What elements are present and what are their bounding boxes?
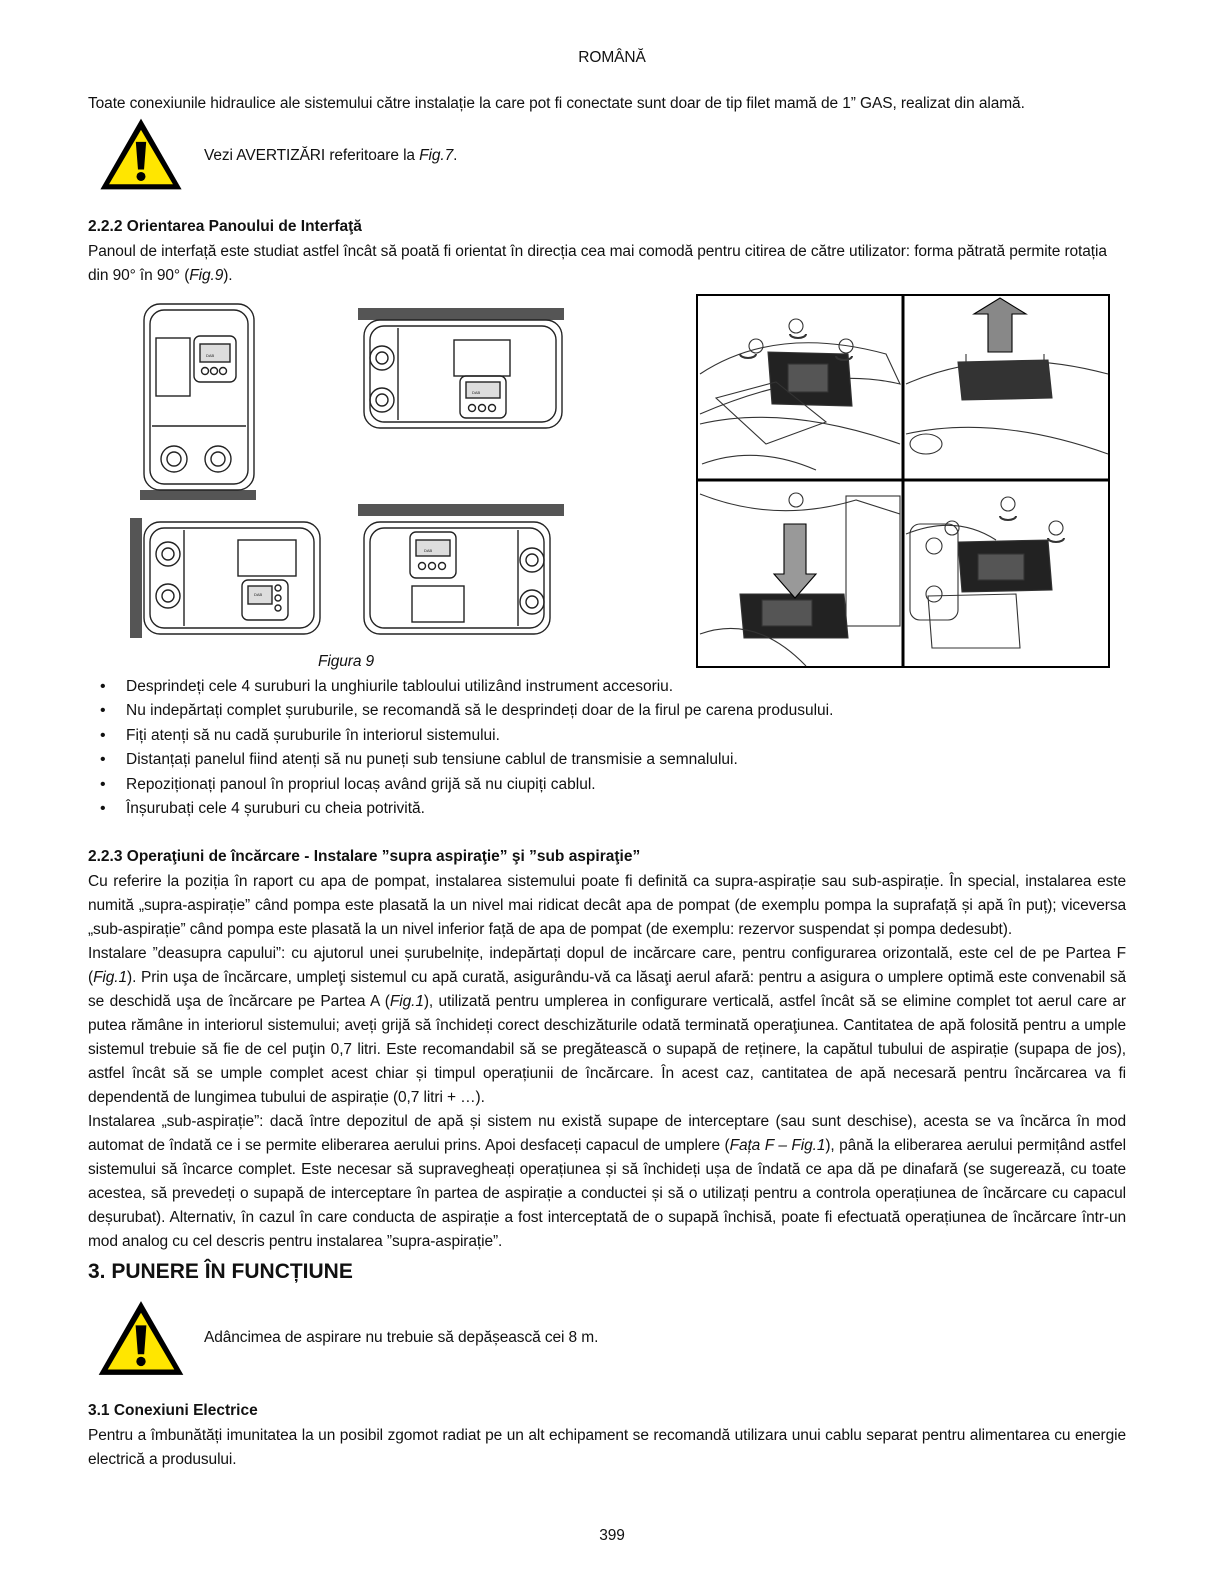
figure-reference: Fig.1 xyxy=(389,993,424,1010)
section-body-2-2-2: Panoul de interfață este studiat astfel încât să poată fi orientat în direcția cea mai comodă pentru citirea de către utilizator: forma pătrată permite rotația din 90° în 90° (Fig.9). xyxy=(88,243,1107,284)
warning-icon xyxy=(96,1298,186,1378)
figure-reference: Fig.1 xyxy=(93,969,128,986)
list-item: • Nu indepărtați complet șuruburile, se recomandă să le desprindeți doar de la firul pe carena produsului. xyxy=(88,699,1128,723)
list-item: • Distanțați panelul fiind atenți să nu puneți sub tensiune cablul de transmisie a semnalului. xyxy=(88,748,1128,772)
section-title-3-1: 3.1 Conexiuni Electrice xyxy=(88,1402,258,1419)
section-body-3-1: Pentru a îmbunătăți imunitatea la un posibil zgomot radiat pe un alt echipament se recomandă utilizara unui cablu separat pentru alimentarea cu energie electrică a produsului. xyxy=(88,1427,1126,1468)
list-item: • Înșurubați cele 4 șuruburi cu cheia potrivită. xyxy=(88,797,1128,821)
list-item: • Repoziționați panoul în propriul locaș având grijă să nu ciupiți cablul. xyxy=(88,773,1128,797)
panel-orientation-diagram xyxy=(122,296,572,642)
list-item: • Fiți atenți să nu cadă șuruburile în interiorul sistemului. xyxy=(88,724,1128,748)
figure-reference: Fig.7 xyxy=(419,147,454,164)
warning-text-fig7: Vezi AVERTIZĂRI referitoare la Fig.7. xyxy=(204,147,458,164)
page-header-language: ROMÂNĂ xyxy=(578,49,646,66)
figure-reference: Fig.9 xyxy=(189,267,224,284)
instruction-list xyxy=(88,675,1128,821)
figure-reference: Fața F – Fig.1 xyxy=(729,1137,826,1154)
panel-removal-steps-diagram xyxy=(696,294,1110,668)
lcd-label: DAB xyxy=(206,353,215,358)
list-item: • Desprindeți cele 4 suruburi la unghiurile tabloului utilizând instrument accesoriu. xyxy=(88,675,1128,699)
warning-icon xyxy=(96,116,186,192)
section-title-2-2-3: 2.2.3 Operaţiuni de încărcare - Instalare ”supra aspiraţie” şi ”sub aspiraţie” xyxy=(88,848,641,865)
section-title-2-2-2: 2.2.2 Orientarea Panoului de Interfaţă xyxy=(88,218,362,235)
lcd-label: DAB xyxy=(254,592,263,597)
section-body-2-2-3 xyxy=(88,870,1126,1254)
intro-paragraph: Toate conexiunile hidraulice ale sistemului către instalație la care pot fi conectate sunt doar de tip filet mamă de 1” GAS, realizat din alamă. xyxy=(88,95,1025,112)
warning-text-depth: Adâncimea de aspirare nu trebuie să depășească cei 8 m. xyxy=(204,1329,599,1346)
page-number: 399 xyxy=(599,1527,625,1544)
lcd-label: DAB xyxy=(424,548,433,553)
paragraph: Cu referire la poziția în raport cu apa de pompat, instalarea sistemului poate fi definită ca supra-aspirație sau sub-aspirație. În special, instalarea este numită „supra-aspirație” când pompa este plasată la un nivel mai ridicat decât apa de pompat (de exemplu pompa la suprafață și apă în puț); viceversa „sub-aspirație” când pompa este plasată la un nivel inferior față de apa de pompat (de exemplu: rezervor suspendat și pompa dedesubt). xyxy=(88,873,1126,938)
paragraph: Instalarea „sub-aspirație”: dacă între depozitul de apă și sistem nu există supape de interceptare (sau sunt deschise), acesta se va încărca în mod automat de îndată ce i se permite eliberarea aerului prins. Apoi desfaceți capacul de umplere (Fața F – Fig.1), până la eliberarea aerului permițând astfel sistemului să încarce complet. Este necesar să supravegheați operațiunea și să închideți ușa de îndată ce apa dă pe dinafară (se sugerează, cu toate acestea, să prevedeți o supapă de interceptare în partea de aspirație a conductei și să o utilizați pentru a controla operațiunea de încărcare cu capacul deșurubat). Alternativ, în cazul în care conducta de aspirație a fost interceptată de o supapă închisă, poate fi efectuată operațiunea de încărcare într-un mod analog cu cel descris pentru instalarea ”supra-aspirație”. xyxy=(88,1113,1126,1250)
paragraph: Instalare ”deasupra capului”: cu ajutorul unei șurubelnițe, indepărtați dopul de incărcare care, pentru configurarea orizontală, este cel de pe Partea F (Fig.1). Prin uşa de încărcare, umpleţi sistemul cu apă curată, asigurându-vă ca lăsaţi aerul afară: pentru a asigura o umplere optimă este convenabil să se deschidă uşa de încărcare pe Partea A (Fig.1), utilizată pentru umplerea in configurare verticală, astfel încât să se elimine complet tot aerul care ar putea rămâne in interiorul sistemului; aveți grijă să închideți corect deschizăturile odată terminată operaţiunea. Cantitatea de apă folosită pentru a umple sistemul trebuie să fie de cel puţin 0,7 litri. Este recomandabil să se pregătească o supapă de reținere, la capătul tubului de aspirație (supapa de jos), astfel încât să se umple complet acest chiar și timpul operațiunii de încărcare. În acest caz, cantitatea de apă necesară pentru încărcarea va fi dependentă de lungimea tubului de aspirație (0,7 litri + …). xyxy=(88,945,1126,1106)
lcd-label: DAB xyxy=(472,390,481,395)
figure-caption: Figura 9 xyxy=(318,653,375,670)
section-title-3: 3. PUNERE ÎN FUNCȚIUNE xyxy=(88,1260,353,1283)
